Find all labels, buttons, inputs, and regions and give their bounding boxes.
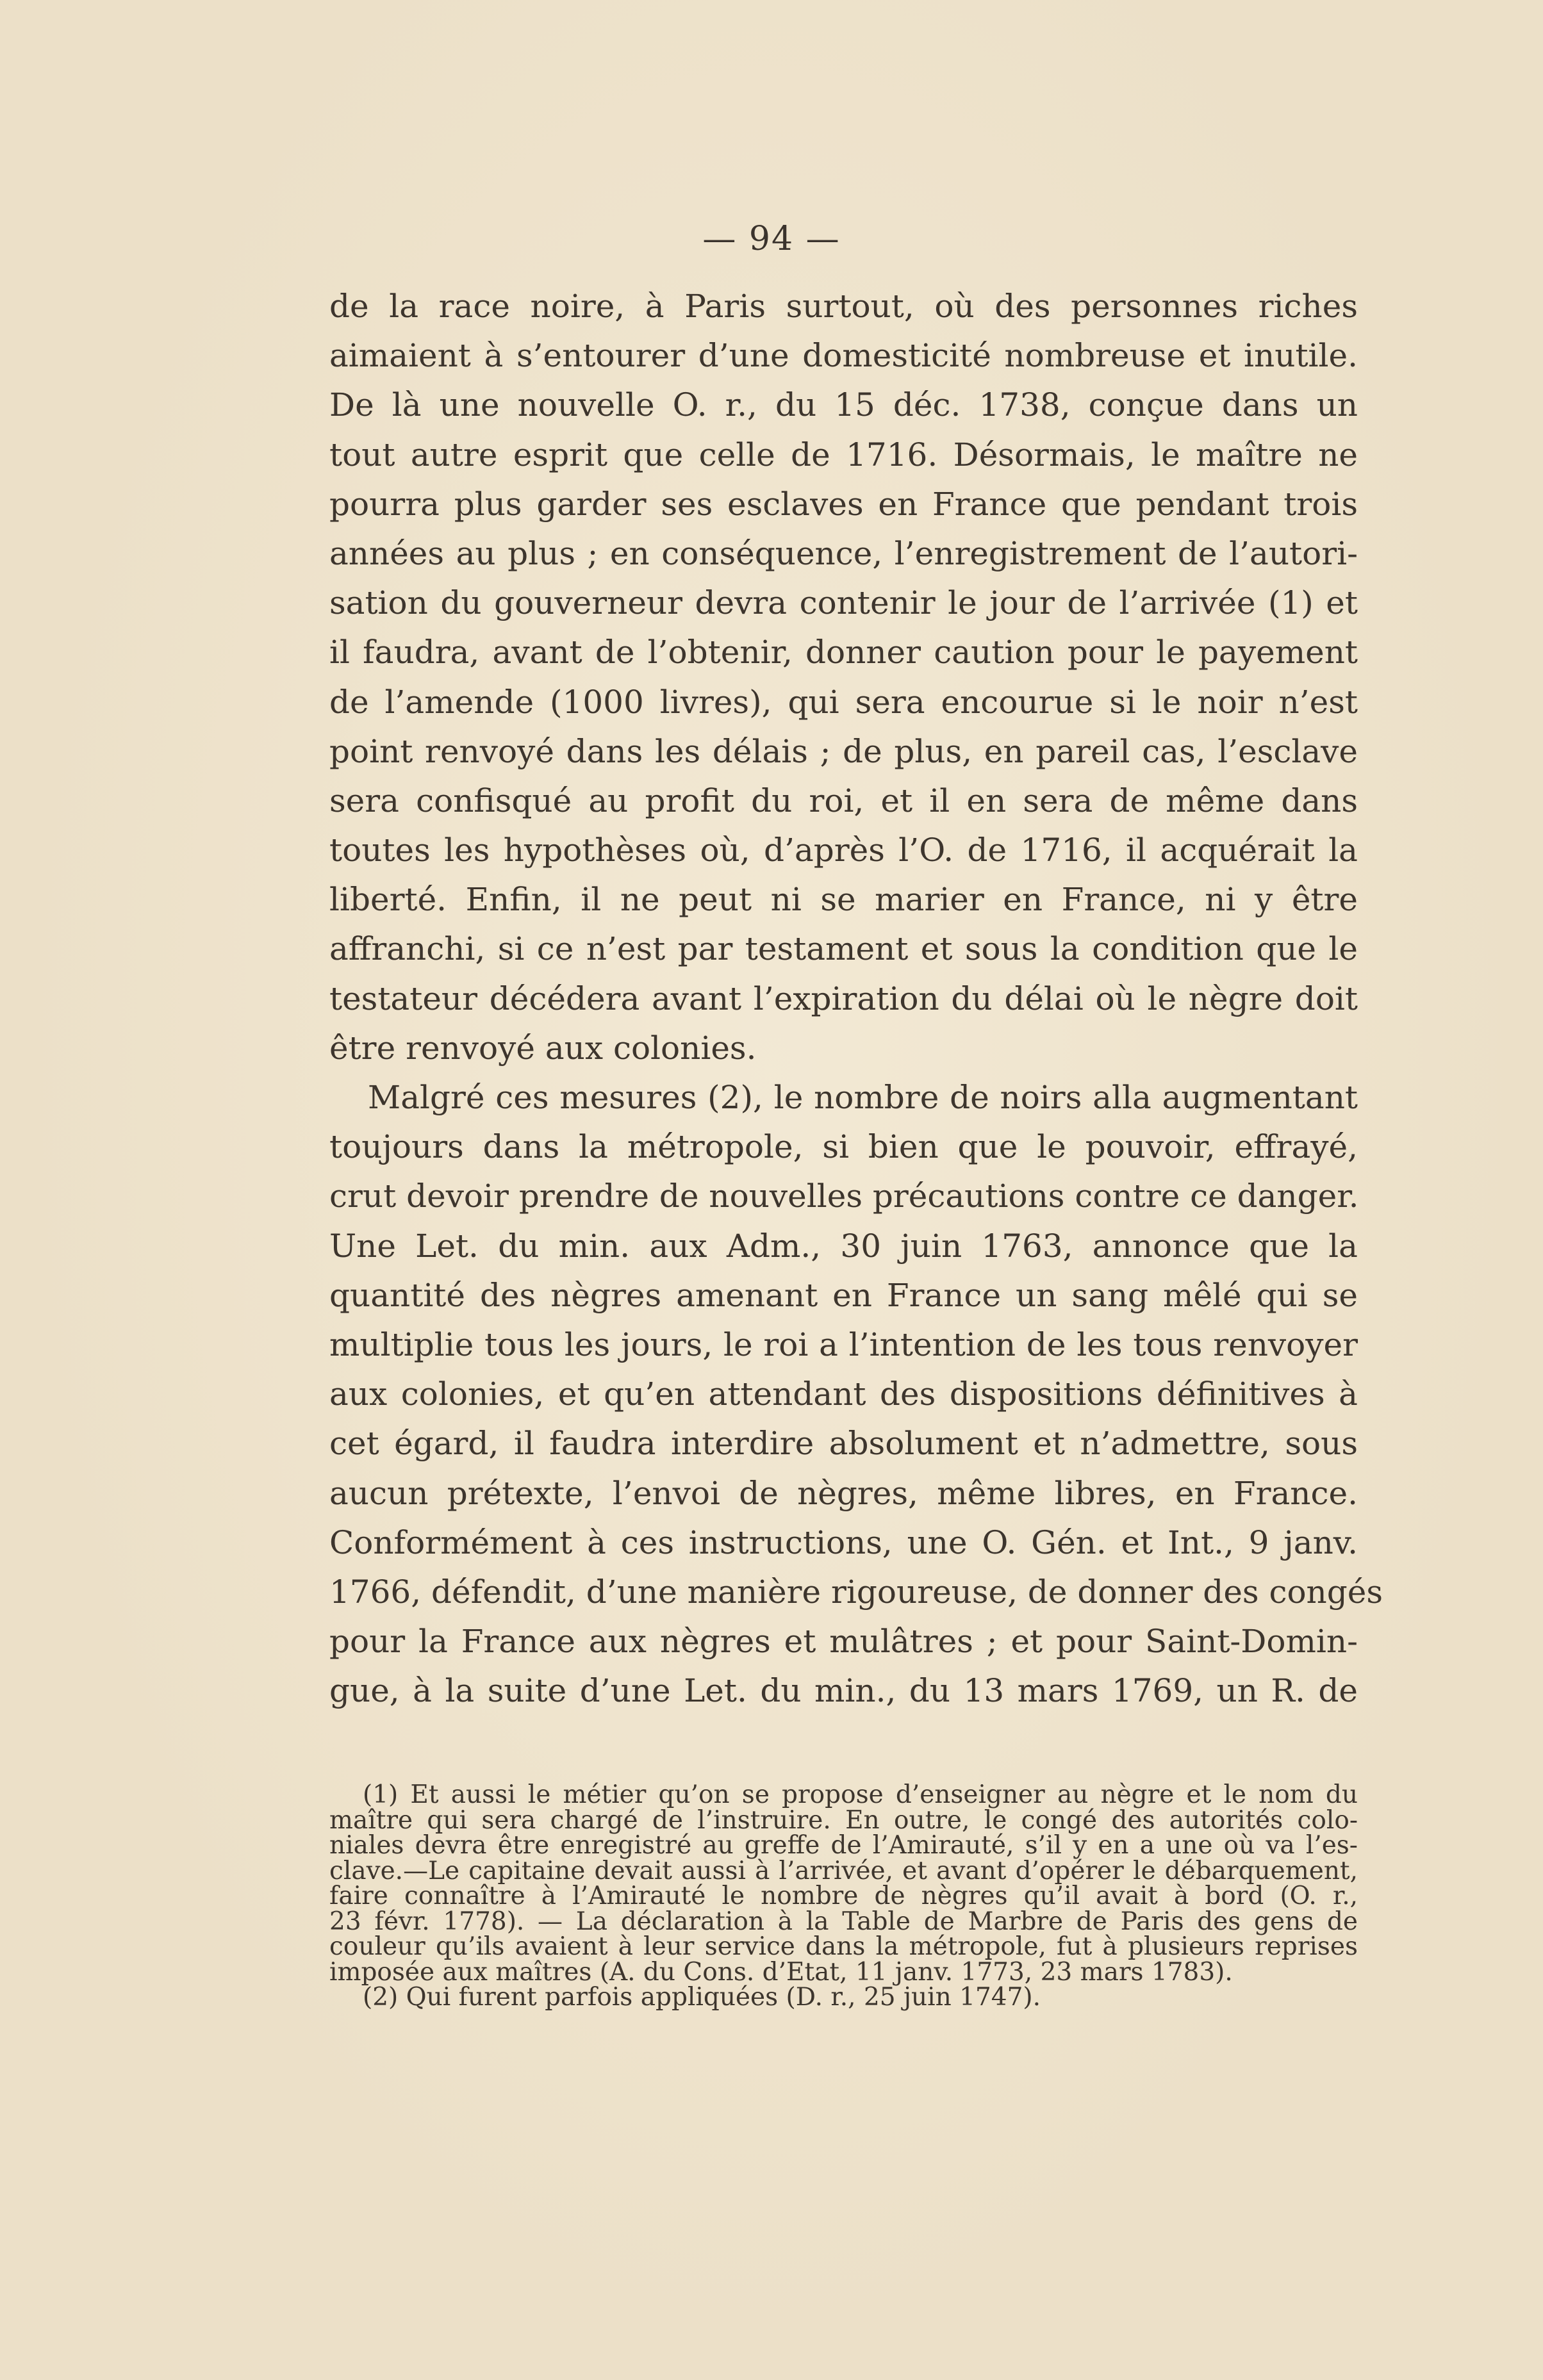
body-line: testateur décédera avant l’expiration du délai où le nègre doit [329, 980, 1358, 1017]
footnotes [329, 1782, 1358, 2010]
body-line: crut devoir prendre de nouvelles précautions contre ce danger. [329, 1178, 1359, 1215]
body-line: aux colonies, et qu’en attendant des dispositions définitives à [329, 1375, 1358, 1413]
body-line: pour la France aux nègres et mulâtres ; et pour Saint-Domin- [329, 1623, 1358, 1661]
footnote-1-line: faire connaître à l’Amirauté le nombre de nègres qu’il avait à bord (O. r., [329, 1882, 1358, 1910]
body-line: aucun prétexte, l’envoi de nègres, même libres, en France. [329, 1474, 1358, 1512]
body-line: quantité des nègres amenant en France un sang mêlé qui se [329, 1276, 1358, 1314]
body-line: sation du gouverneur devra contenir le jour de l’arrivée (1) et [329, 584, 1358, 622]
paragraph-start-line: Malgré ces mesures (2), le nombre de noirs alla augmentant [368, 1079, 1358, 1116]
body-line: aimaient à s’entourer d’une domesticité nombreuse et inutile. [329, 337, 1358, 375]
page-number: — 94 — [702, 220, 841, 258]
body-line: multiplie tous les jours, le roi a l’intention de les tous renvoyer [329, 1325, 1358, 1363]
body-line: de la race noire, à Paris surtout, où des personnes riches [329, 288, 1358, 325]
body-line: Conformément à ces instructions, une O. Gén. et Int., 9 janv. [329, 1523, 1358, 1561]
footnote-1-line: 23 févr. 1778). — La déclaration à la Table de Marbre de Paris des gens de [329, 1907, 1358, 1936]
body-line: De là une nouvelle O. r., du 15 déc. 1738, conçue dans un [329, 386, 1358, 424]
body-line: pourra plus garder ses esclaves en France que pendant trois [329, 485, 1358, 523]
footnote-1-line: maître qui sera chargé de l’instruire. En outre, le congé des autorités colo- [329, 1805, 1358, 1835]
body-line: sera confisqué au profit du roi, et il en sera de même dans [329, 782, 1358, 819]
body-line: tout autre esprit que celle de 1716. Désormais, le maître ne [329, 436, 1358, 473]
body-line: Une Let. du min. aux Adm., 30 juin 1763, annonce que la [329, 1227, 1358, 1265]
body-line: toujours dans la métropole, si bien que le pouvoir, effrayé, [329, 1128, 1358, 1166]
body-line: point renvoyé dans les délais ; de plus, en pareil cas, l’esclave [329, 732, 1358, 770]
body-line: années au plus ; en conséquence, l’enregistrement de l’autori- [329, 534, 1358, 572]
body-line: être renvoyé aux colonies. [329, 1029, 757, 1067]
body-line: de l’amende (1000 livres), qui sera encourue si le noir n’est [329, 683, 1358, 721]
body-line: 1766, défendit, d’une manière rigoureuse, de donner des congés [329, 1573, 1383, 1611]
body-line: toutes les hypothèses où, d’après l’O. de 1716, il acquérait la [329, 832, 1358, 869]
body-line: gue, à la suite d’une Let. du min., du 13 mars 1769, un R. de [329, 1672, 1358, 1710]
body-line: affranchi, si ce n’est par testament et sous la condition que le [329, 930, 1358, 968]
body-line: cet égard, il faudra interdire absolument et n’admettre, sous [329, 1425, 1358, 1463]
body-text [329, 282, 1383, 1716]
footnote-1-line: couleur qu’ils avaient à leur service dans la métropole, fut à plusieurs reprises [329, 1932, 1358, 1961]
footnote-1-line: imposée aux maîtres (A. du Cons. d’Etat, 11 janv. 1773, 23 mars 1783). [329, 1957, 1233, 1987]
footnote-1-line: niales devra être enregistré au greffe de l’Amirauté, s’il y en a une où va l’es- [329, 1831, 1358, 1860]
footnote-1-line: clave.—Le capitaine devait aussi à l’arrivée, et avant d’opérer le débarquement, [329, 1856, 1358, 1885]
footnote-2-line: (2) Qui furent parfois appliquées (D. r., 25 juin 1747). [363, 1983, 1041, 2012]
body-line: il faudra, avant de l’obtenir, donner caution pour le payement [329, 634, 1358, 671]
footnote-1-line: (1) Et aussi le métier qu’on se propose d’enseigner au nègre et le nom du [363, 1780, 1358, 1809]
body-line: liberté. Enfin, il ne peut ni se marier en France, ni y être [329, 881, 1358, 919]
